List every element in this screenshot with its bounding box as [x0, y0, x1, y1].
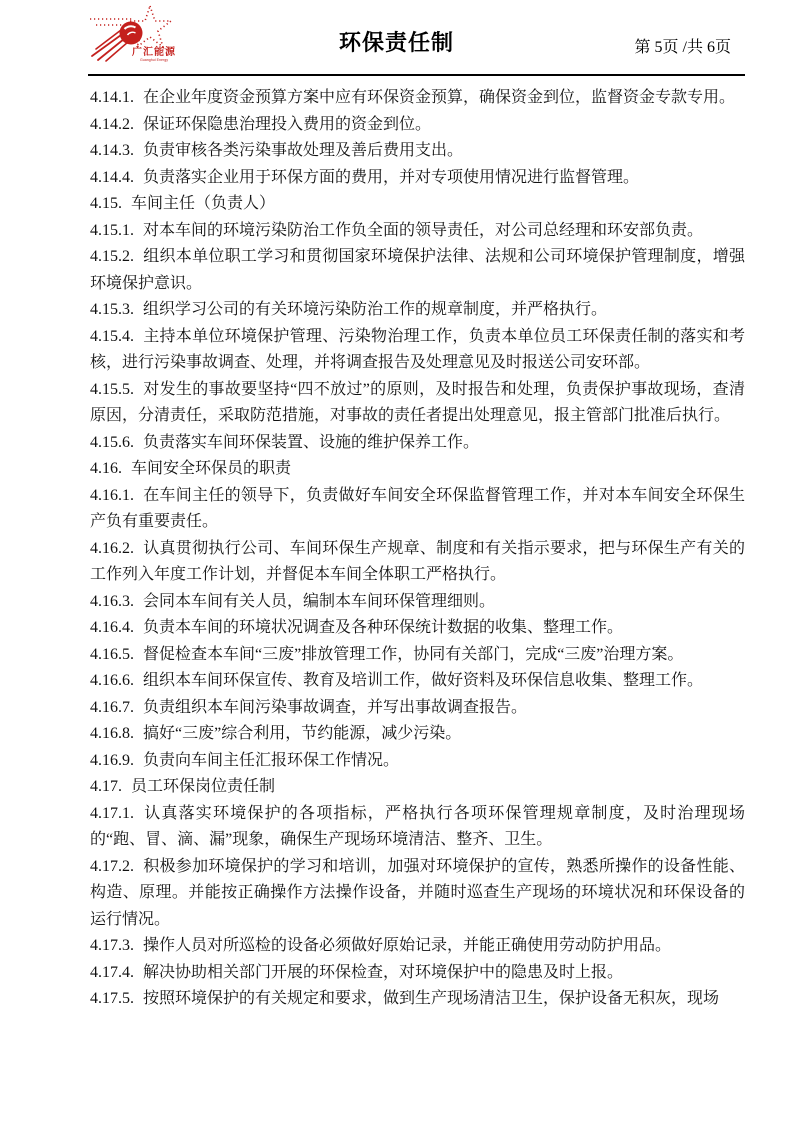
clause-paragraph	[90, 85, 745, 112]
clause-number: 4.14.2.	[90, 115, 134, 133]
clause-paragraph	[90, 456, 745, 483]
clause-paragraph	[90, 483, 745, 536]
clause-paragraph	[90, 297, 745, 324]
clause-paragraph	[90, 854, 745, 934]
clause-number: 4.14.4.	[90, 168, 134, 186]
clause-text: 督促检查本车间“三废”排放管理工作，协同有关部门，完成“三废”治理方案。	[143, 645, 684, 663]
clause-paragraph	[90, 615, 745, 642]
clause-text: 负责本车间的环境状况调查及各种环保统计数据的收集、整理工作。	[143, 619, 624, 636]
clause-paragraph	[90, 138, 745, 165]
clause-number: 4.15.6.	[90, 433, 134, 451]
clause-number: 4.15.2.	[90, 248, 134, 265]
clause-number: 4.14.3.	[90, 142, 134, 159]
clause-text: 在企业年度资金预算方案中应有环保资金预算，确保资金到位，监督资金专款专用。	[143, 89, 736, 106]
clause-text: 解决协助相关部门开展的环保检查，对环境保护中的隐患及时上报。	[143, 963, 624, 981]
clause-paragraph	[90, 668, 745, 695]
clause-text: 积极参加环境保护的学习和培训，加强对环境保护的宣传，熟悉所操作的设备性能、构造、原理。并能按正确操作方法操作设备，并随时巡查生产现场的环境状况和环保设备的运行情况。	[90, 857, 745, 928]
clause-text: 车间主任（负责人）	[131, 195, 276, 212]
clause-number: 4.16.5.	[90, 645, 134, 663]
clause-paragraph	[90, 112, 745, 139]
clause-number: 4.15.1.	[90, 221, 134, 239]
logo-brand-cn: 广汇能源	[132, 47, 176, 58]
clause-number: 4.16.8.	[90, 725, 134, 742]
clause-number: 4.17.5.	[90, 990, 134, 1007]
clause-paragraph	[90, 748, 745, 775]
header-divider	[88, 74, 745, 76]
clause-text: 负责落实企业用于环保方面的费用，并对专项使用情况进行监督管理。	[143, 168, 640, 186]
clause-number: 4.17.4.	[90, 963, 134, 981]
clause-number: 4.17.3.	[90, 937, 134, 954]
clause-paragraph	[90, 642, 745, 669]
clause-number: 4.17.2.	[90, 857, 134, 875]
clause-number: 4.16.7.	[90, 698, 134, 716]
clause-text: 组织本车间环保宣传、教育及培训工作，做好资料及环保信息收集、整理工作。	[143, 672, 704, 689]
clause-text: 在车间主任的领导下，负责做好车间安全环保监督管理工作，并对本车间安全环保生产负有重要责任。	[90, 486, 745, 530]
clause-text: 车间安全环保员的职责	[131, 460, 292, 477]
clause-list	[90, 85, 745, 1013]
clause-paragraph	[90, 536, 745, 589]
document-body	[90, 85, 745, 1013]
clause-paragraph	[90, 165, 745, 192]
clause-number: 4.16.3.	[90, 592, 134, 610]
clause-text: 负责审核各类污染事故处理及善后费用支出。	[143, 142, 464, 159]
clause-paragraph	[90, 324, 745, 377]
clause-paragraph	[90, 589, 745, 616]
clause-number: 4.17.	[90, 778, 122, 795]
clause-number: 4.17.1.	[90, 804, 134, 822]
page-header	[0, 0, 793, 76]
page-title: 环保责任制	[338, 30, 454, 55]
clause-number: 4.15.3.	[90, 301, 134, 318]
clause-number: 4.16.2.	[90, 539, 134, 557]
page-number-indicator: 第 5页 /共 6页	[634, 39, 731, 56]
clause-paragraph	[90, 933, 745, 960]
clause-number: 4.15.5.	[90, 380, 134, 398]
clause-text: 操作人员对所巡检的设备必须做好原始记录，并能正确使用劳动防护用品。	[143, 937, 672, 954]
logo-brand-en: Guanghui Energy	[139, 57, 169, 62]
clause-paragraph	[90, 430, 745, 457]
clause-paragraph	[90, 986, 745, 1013]
clause-number: 4.16.6.	[90, 672, 134, 689]
clause-text: 负责向车间主任汇报环保工作情况。	[143, 751, 400, 769]
clause-number: 4.15.	[90, 195, 122, 212]
clause-text: 主持本单位环境保护管理、污染物治理工作，负责本单位员工环保责任制的落实和考核，进行污染事故调查、处理，并将调查报告及处理意见及时报送公司安环部。	[90, 327, 745, 371]
clause-text: 对发生的事故要坚持“四不放过”的原则，及时报告和处理，负责保护事故现场，查清原因，分清责任，采取防范措施，对事故的责任者提出处理意见，报主管部门批准后执行。	[90, 380, 745, 424]
clause-number: 4.15.4.	[90, 327, 134, 345]
clause-number: 4.16.9.	[90, 751, 134, 769]
clause-number: 4.16.4.	[90, 619, 134, 636]
clause-number: 4.14.1.	[90, 89, 134, 106]
clause-text: 负责落实车间环保装置、设施的维护保养工作。	[143, 433, 480, 451]
clause-text: 认真落实环境保护的各项指标，严格执行各项环保管理规章制度，及时治理现场的“跑、冒、滴、漏”现象，确保生产现场环境清洁、整齐、卫生。	[90, 804, 745, 848]
clause-text: 认真贯彻执行公司、车间环保生产规章、制度和有关指示要求，把与环保生产有关的工作列入年度工作计划，并督促本车间全体职工严格执行。	[90, 539, 745, 583]
clause-number: 4.16.1.	[90, 486, 134, 504]
clause-text: 会同本车间有关人员，编制本车间环保管理细则。	[143, 592, 496, 610]
clause-number: 4.16.	[90, 460, 122, 477]
clause-paragraph	[90, 377, 745, 430]
clause-paragraph	[90, 218, 745, 245]
clause-paragraph	[90, 721, 745, 748]
clause-paragraph	[90, 695, 745, 722]
clause-text: 保证环保隐患治理投入费用的资金到位。	[143, 115, 432, 133]
clause-text: 员工环保岗位责任制	[131, 778, 276, 795]
clause-paragraph	[90, 244, 745, 297]
clause-text: 组织本单位职工学习和贯彻国家环境保护法律、法规和公司环境保护管理制度，增强环境保护意识。	[90, 248, 745, 292]
clause-text: 组织学习公司的有关环境污染防治工作的规章制度，并严格执行。	[143, 301, 608, 318]
clause-text: 对本车间的环境污染防治工作负全面的领导责任，对公司总经理和环安部负责。	[143, 221, 704, 239]
clause-paragraph	[90, 801, 745, 854]
clause-paragraph	[90, 774, 745, 801]
clause-text: 搞好“三废”综合利用，节约能源，减少污染。	[143, 725, 462, 742]
clause-text: 负责组织本车间污染事故调查，并写出事故调查报告。	[143, 698, 528, 716]
clause-paragraph	[90, 191, 745, 218]
clause-text: 按照环境保护的有关规定和要求，做到生产现场清洁卫生，保护设备无积灰，现场	[143, 990, 720, 1007]
clause-paragraph	[90, 960, 745, 987]
